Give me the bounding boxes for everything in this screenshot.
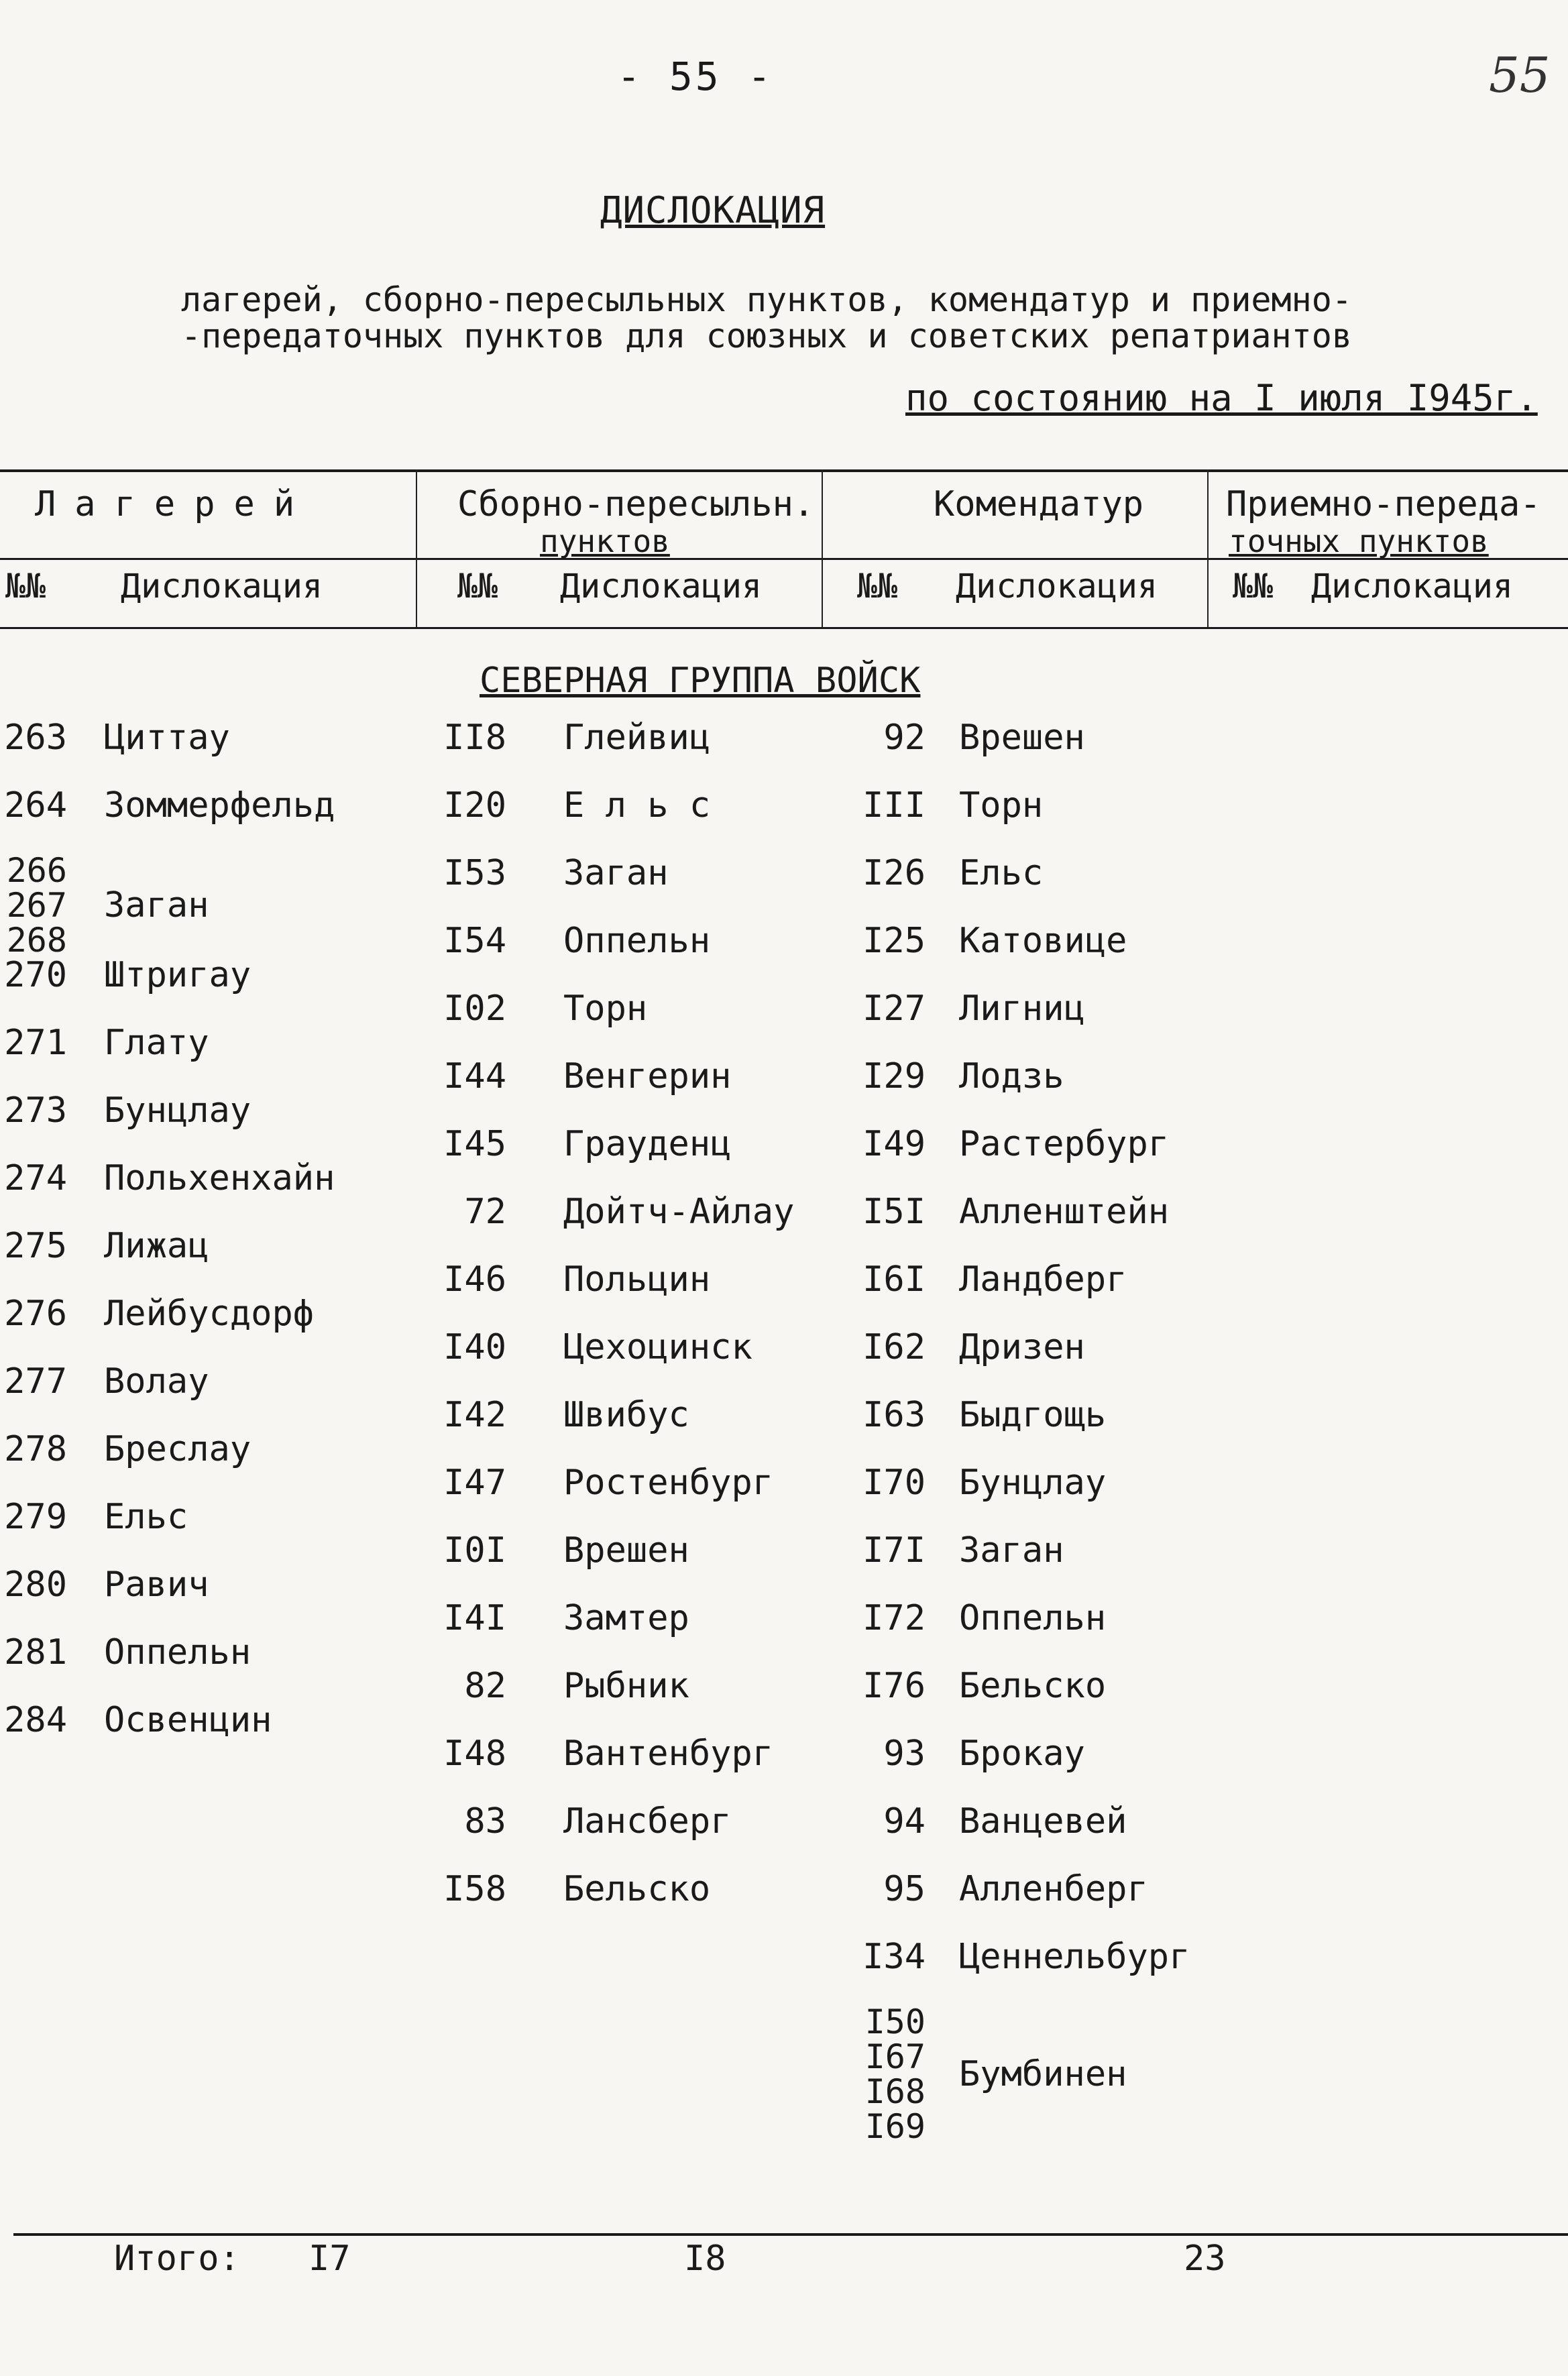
camps-row-9-number: 276: [4, 1294, 67, 1334]
column-divider-1: [416, 469, 417, 627]
collection_points-row-10-location: Цехоцинск: [563, 1327, 752, 1367]
collection_points-row-3-location: Заган: [563, 853, 669, 893]
collection_points-row-1-number: II8: [443, 718, 506, 758]
header-location-collection: Дислокация: [560, 567, 763, 606]
camps-row-3-number: 266 267 268: [6, 851, 67, 960]
commandants-row-6-number: I29: [862, 1056, 926, 1096]
collection_points-row-1-location: Глейвиц: [563, 718, 711, 758]
camps-row-2-location: Зоммерфельд: [104, 785, 335, 826]
commandants-row-2-location: Торн: [959, 785, 1044, 826]
totals-rule: [13, 2233, 1568, 2236]
camps-row-5-location: Глату: [104, 1023, 209, 1063]
camps-row-12-location: Ельс: [104, 1497, 188, 1537]
camps-row-6-number: 273: [4, 1090, 67, 1131]
page-number: - 55 -: [617, 54, 774, 99]
collection_points-row-10-number: I40: [443, 1327, 506, 1367]
camps-row-8-location: Лижац: [104, 1226, 209, 1266]
commandants-row-6-location: Лодзь: [959, 1056, 1064, 1096]
document-title: ДИСЛОКАЦИЯ: [600, 189, 826, 231]
column-divider-3: [1207, 469, 1209, 627]
commandants-row-7-location: Растербург: [959, 1124, 1170, 1164]
commandants-row-7-number: I49: [862, 1124, 926, 1164]
camps-row-13-number: 280: [4, 1565, 67, 1605]
camps-row-15-number: 284: [4, 1700, 67, 1740]
collection_points-row-12-location: Ростенбург: [563, 1463, 774, 1503]
collection_points-row-4-number: I54: [443, 921, 506, 961]
camps-row-1-location: Циттау: [104, 718, 230, 758]
collection_points-row-3-number: I53: [443, 853, 506, 893]
column-divider-2: [822, 469, 823, 627]
collection_points-row-13-location: Врешен: [563, 1530, 689, 1571]
commandants-row-19-location: Ценнельбург: [959, 1937, 1190, 1977]
camps-row-14-number: 281: [4, 1632, 67, 1673]
total-camps: I7: [309, 2239, 351, 2279]
camps-row-14-location: Оппельн: [104, 1632, 251, 1673]
collection_points-row-9-location: Польцин: [563, 1259, 711, 1300]
collection_points-row-6-number: I44: [443, 1056, 506, 1096]
commandants-row-13-location: Заган: [959, 1530, 1064, 1571]
header-collection-line-2: пунктов: [540, 523, 670, 559]
commandants-row-12-location: Бунцлау: [959, 1463, 1107, 1503]
header-commandants: Комендатур: [934, 484, 1144, 524]
header-location-camps: Дислокация: [121, 567, 323, 606]
camps-row-4-location: Штригау: [104, 955, 251, 995]
collection_points-row-15-number: 82: [464, 1666, 506, 1706]
commandants-row-16-location: Брокау: [959, 1734, 1085, 1774]
collection_points-row-18-location: Бельско: [563, 1869, 711, 1909]
collection_points-row-17-location: Лансберг: [563, 1801, 732, 1842]
collection_points-row-7-location: Грауденц: [563, 1124, 732, 1164]
table-header-bottom-rule: [0, 627, 1568, 629]
commandants-row-8-number: I5I: [862, 1192, 926, 1232]
collection_points-row-12-number: I47: [443, 1463, 506, 1503]
commandants-row-15-location: Бельско: [959, 1666, 1107, 1706]
commandants-row-4-location: Катовице: [959, 921, 1127, 961]
commandants-row-20-location: Бумбинен: [959, 2054, 1127, 2094]
camps-row-11-location: Бреслау: [104, 1429, 251, 1469]
camps-row-7-location: Польхенхайн: [104, 1158, 335, 1198]
collection_points-row-7-number: I45: [443, 1124, 506, 1164]
commandants-row-14-location: Оппельн: [959, 1598, 1107, 1638]
header-camps: Лагерей: [35, 484, 314, 524]
collection_points-row-2-number: I20: [443, 785, 506, 826]
camps-row-10-number: 277: [4, 1361, 67, 1402]
header-location-reception: Дислокация: [1311, 567, 1514, 606]
camps-row-4-number: 270: [4, 955, 67, 995]
collection_points-row-16-location: Вантенбург: [563, 1734, 774, 1774]
camps-row-3-location: Заган: [104, 885, 209, 925]
camps-row-12-number: 279: [4, 1497, 67, 1537]
collection_points-row-11-number: I42: [443, 1395, 506, 1435]
header-location-commandants: Дислокация: [956, 567, 1158, 606]
camps-row-13-location: Равич: [104, 1565, 209, 1605]
commandants-row-11-number: I63: [862, 1395, 926, 1435]
collection_points-row-9-number: I46: [443, 1259, 506, 1300]
group-title: СЕВЕРНАЯ ГРУППА ВОЙСК: [480, 661, 921, 701]
subtitle-line-1: лагерей, сборно-пересыльных пунктов, комендатур и приемно-: [181, 280, 1352, 319]
collection_points-row-11-location: Швибус: [563, 1395, 689, 1435]
commandants-row-18-location: Алленберг: [959, 1869, 1148, 1909]
collection_points-row-6-location: Венгерин: [563, 1056, 732, 1096]
total-collection-points: I8: [684, 2239, 726, 2279]
commandants-row-15-number: I76: [862, 1666, 926, 1706]
camps-row-11-number: 278: [4, 1429, 67, 1469]
camps-row-9-location: Лейбусдорф: [104, 1294, 315, 1334]
header-reception-line-1: Приемно-передa-: [1226, 484, 1541, 524]
header-no-reception: №№: [1233, 567, 1274, 606]
table-top-rule: [0, 469, 1568, 472]
collection_points-row-2-location: Е л ь с: [563, 785, 711, 826]
commandants-row-5-number: I27: [862, 988, 926, 1029]
camps-row-1-number: 263: [4, 718, 67, 758]
collection_points-row-5-number: I02: [443, 988, 506, 1029]
camps-row-10-location: Волау: [104, 1361, 209, 1402]
subtitle-line-2: -передаточных пунктов для союзных и советских репатриантов: [181, 317, 1352, 355]
collection_points-row-8-location: Дойтч-Айлау: [563, 1192, 795, 1232]
total-commandants: 23: [1184, 2239, 1226, 2279]
commandants-row-1-number: 92: [883, 718, 926, 758]
collection_points-row-16-number: I48: [443, 1734, 506, 1774]
commandants-row-13-number: I7I: [862, 1530, 926, 1571]
camps-row-7-number: 274: [4, 1158, 67, 1198]
commandants-row-10-number: I62: [862, 1327, 926, 1367]
collection_points-row-18-number: I58: [443, 1869, 506, 1909]
collection_points-row-5-location: Торн: [563, 988, 648, 1029]
commandants-row-5-location: Лигниц: [959, 988, 1085, 1029]
camps-row-8-number: 275: [4, 1226, 67, 1266]
commandants-row-17-number: 94: [883, 1801, 926, 1842]
header-reception-line-2: точных пунктов: [1229, 523, 1489, 559]
date-line: по состоянию на I июля I945г.: [905, 377, 1538, 419]
header-collection-line-1: Сборно-пересыльн.: [457, 484, 815, 524]
camps-row-6-location: Бунцлау: [104, 1090, 251, 1131]
handwritten-page-number: 55: [1489, 47, 1551, 103]
collection_points-row-14-number: I4I: [443, 1598, 506, 1638]
commandants-row-3-number: I26: [862, 853, 926, 893]
collection_points-row-17-number: 83: [464, 1801, 506, 1842]
totals-label: Итого:: [114, 2239, 240, 2279]
collection_points-row-8-number: 72: [464, 1192, 506, 1232]
header-no-commandants: №№: [857, 567, 898, 606]
collection_points-row-14-location: Замтер: [563, 1598, 689, 1638]
commandants-row-18-number: 95: [883, 1869, 926, 1909]
commandants-row-8-location: Алленштейн: [959, 1192, 1170, 1232]
commandants-row-9-location: Ландберг: [959, 1259, 1127, 1300]
commandants-row-20-number: I50 I67 I68 I69: [864, 2002, 926, 2146]
camps-row-15-location: Освенцин: [104, 1700, 272, 1740]
commandants-row-17-location: Ванцевей: [959, 1801, 1127, 1842]
commandants-row-9-number: I6I: [862, 1259, 926, 1300]
commandants-row-1-location: Врешен: [959, 718, 1085, 758]
collection_points-row-4-location: Оппельн: [563, 921, 711, 961]
commandants-row-2-number: III: [862, 785, 926, 826]
camps-row-2-number: 264: [4, 785, 67, 826]
commandants-row-10-location: Дризен: [959, 1327, 1085, 1367]
header-no-collection: №№: [457, 567, 498, 606]
commandants-row-16-number: 93: [883, 1734, 926, 1774]
collection_points-row-13-number: I0I: [443, 1530, 506, 1571]
header-no-camps: №№: [5, 567, 46, 606]
commandants-row-12-number: I70: [862, 1463, 926, 1503]
commandants-row-3-location: Ельс: [959, 853, 1044, 893]
commandants-row-11-location: Быдгощь: [959, 1395, 1107, 1435]
commandants-row-4-number: I25: [862, 921, 926, 961]
commandants-row-14-number: I72: [862, 1598, 926, 1638]
commandants-row-19-number: I34: [862, 1937, 926, 1977]
collection_points-row-15-location: Рыбник: [563, 1666, 689, 1706]
camps-row-5-number: 271: [4, 1023, 67, 1063]
